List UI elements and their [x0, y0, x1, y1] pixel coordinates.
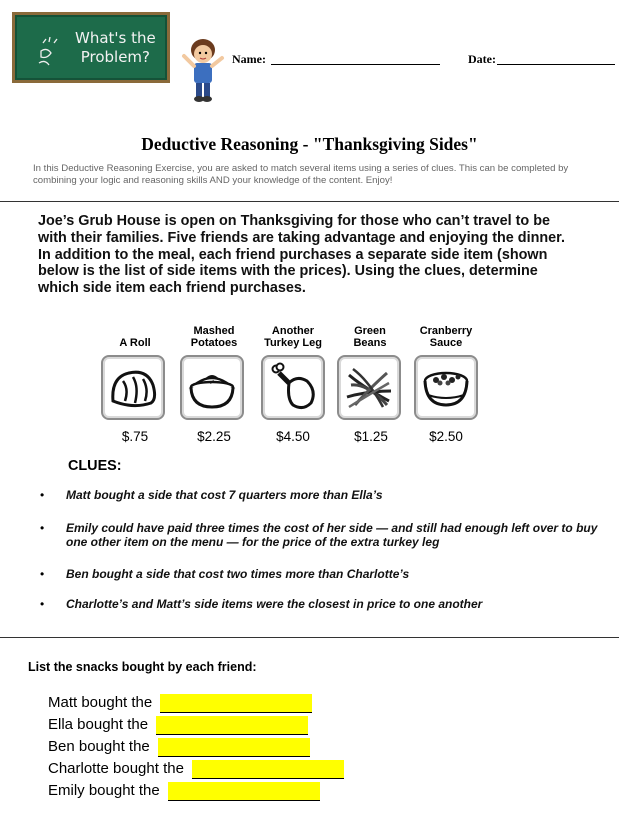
item-card-turkey-leg [261, 355, 325, 420]
chalk-doodle-icon [37, 37, 67, 69]
clue-2: Emily could have paid three times the cost of her side — and still had enough left over to buy one other item on the menu — for the price of the extra turkey leg [66, 521, 598, 549]
item-label-green-beans: Green Beans [353, 325, 387, 349]
answer-label-ella: Ella bought the [48, 716, 149, 733]
roll-icon [107, 361, 159, 414]
clues-heading: CLUES: [68, 458, 122, 474]
bullet-2: • [40, 521, 45, 535]
item-card-roll [101, 355, 165, 420]
answer-row-charlotte [48, 760, 344, 779]
item-card-green-beans [337, 355, 401, 420]
answer-label-charlotte: Charlotte bought the [48, 760, 184, 777]
green-beans-icon [343, 361, 395, 414]
answer-row-ella [48, 716, 308, 735]
price-roll: $.75 [121, 429, 149, 444]
answer-label-ben: Ben bought the [48, 738, 150, 755]
item-label-cranberry-sauce: Cranberry Sauce [419, 325, 473, 349]
date-label: Date: [468, 52, 496, 66]
logo-text-line1: What's the [75, 29, 156, 47]
item-card-cranberry-sauce [414, 355, 478, 420]
clue-3: Ben bought a side that cost two times more than Charlotte’s [66, 567, 410, 581]
story-paragraph: Joe’s Grub House is open on Thanksgiving for those who can’t travel to be with their families. Five friends are taking advantage and enjoying the dinner. In addition to the meal, each friend purchases a separate side item (shown below is the list of side items with the prices). Using the clues, determine which side item each friend purchases. [38, 213, 565, 297]
turkey-leg-icon [267, 361, 319, 414]
bullet-3: • [40, 567, 45, 581]
clue-1: Matt bought a side that cost 7 quarters more than Ella’s [66, 488, 383, 502]
answer-label-matt: Matt bought the [48, 694, 153, 711]
price-turkey-leg: $4.50 [276, 429, 310, 444]
item-card-mashed-potatoes [180, 355, 244, 420]
bullet-4: • [40, 597, 45, 611]
answer-row-emily [48, 782, 320, 801]
student-mascot-icon [178, 36, 228, 104]
name-input-line[interactable] [271, 64, 440, 65]
logo-text-line2: Problem? [80, 48, 151, 66]
name-label: Name: [232, 52, 266, 66]
answer-list-heading: List the snacks bought by each friend: [28, 660, 257, 674]
answer-row-ben [48, 738, 310, 757]
item-label-roll: A Roll [119, 337, 151, 349]
date-input-line[interactable] [497, 64, 615, 65]
clue-4: Charlotte’s and Matt’s side items were the closest in price to one another [66, 597, 483, 611]
answer-blank-ella[interactable] [156, 716, 308, 735]
price-mashed-potatoes: $2.25 [197, 429, 231, 444]
answer-blank-matt[interactable] [160, 694, 312, 713]
answer-row-matt [48, 694, 312, 713]
item-label-mashed-potatoes: Mashed Potatoes [190, 325, 238, 349]
divider-bottom [0, 637, 619, 638]
whats-the-problem-logo [12, 12, 170, 83]
worksheet-title: Deductive Reasoning - "Thanksgiving Sides" [141, 134, 478, 154]
intro-text: In this Deductive Reasoning Exercise, you are asked to match several items using a series of clues. This can be completed by combining your logic and reasoning skills AND your knowledge of the content. Enjoy! [33, 163, 569, 186]
price-cranberry-sauce: $2.50 [429, 429, 463, 444]
answer-label-emily: Emily bought the [48, 782, 160, 799]
cranberry-sauce-icon [420, 361, 472, 414]
answer-blank-emily[interactable] [168, 782, 320, 801]
answer-blank-ben[interactable] [158, 738, 310, 757]
bullet-1: • [40, 488, 45, 502]
item-label-turkey-leg: Another Turkey Leg [264, 325, 322, 349]
price-green-beans: $1.25 [354, 429, 388, 444]
mashed-potatoes-icon [186, 361, 238, 414]
answer-blank-charlotte[interactable] [192, 760, 344, 779]
divider-top [0, 201, 619, 202]
